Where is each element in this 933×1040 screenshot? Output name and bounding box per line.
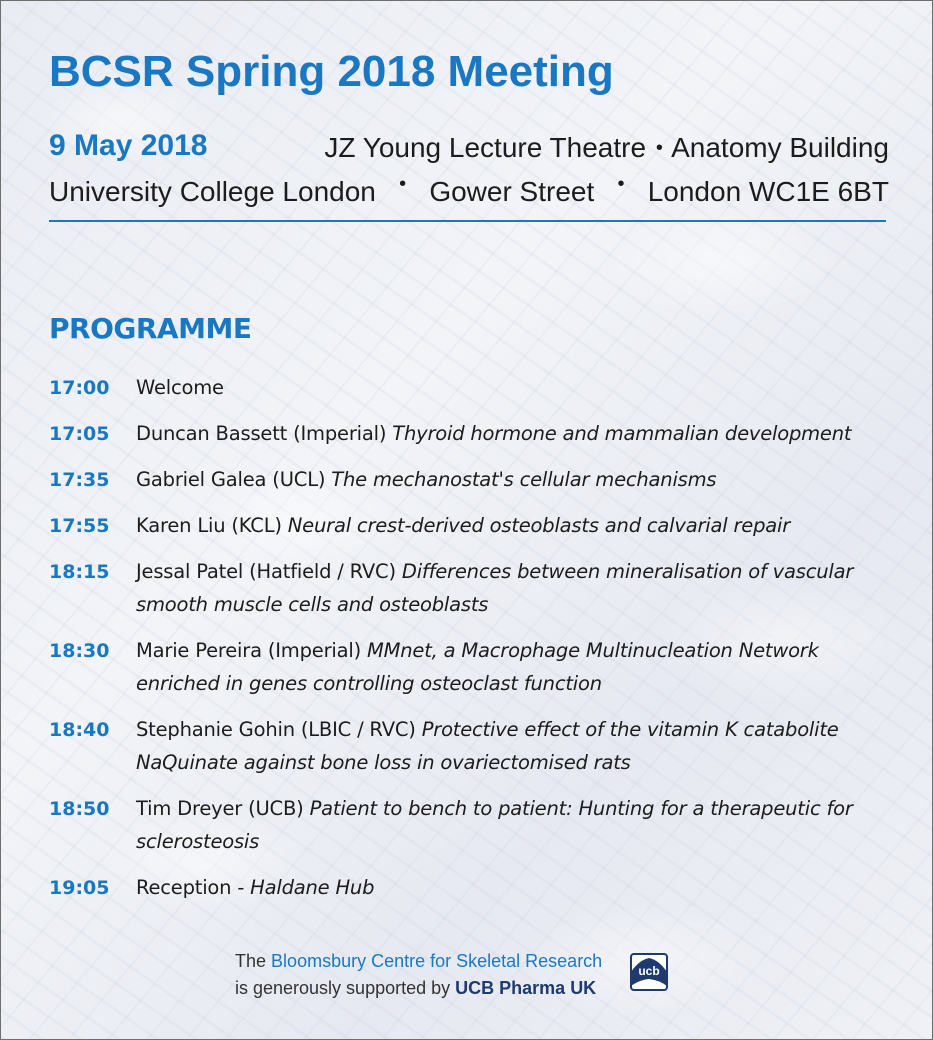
venue-theatre: JZ Young Lecture Theatre <box>324 132 647 163</box>
item-time: 18:15 <box>49 561 110 583</box>
item-description <box>136 555 906 621</box>
venue-line-1 <box>324 132 889 164</box>
item-speaker: Gabriel Galea (UCL) <box>136 468 326 491</box>
item-speaker: Karen Liu (KCL) <box>136 514 282 537</box>
venue-building: Anatomy Building <box>671 132 889 163</box>
item-time: 17:00 <box>49 377 110 399</box>
item-speaker: Marie Pereira (Imperial) <box>136 639 361 662</box>
item-talk-title: Thyroid hormone and mammalian development <box>392 422 852 445</box>
item-time: 18:50 <box>49 798 110 820</box>
item-talk-title: MMnet, a Macrophage Multinucleation Network enriched in genes controlling osteoclast function <box>136 639 819 695</box>
separator-bullet: • <box>617 173 625 195</box>
item-talk-title: Haldane Hub <box>250 876 375 899</box>
item-description <box>136 371 906 404</box>
footer-prefix: The <box>235 951 267 971</box>
venue-street: Gower Street <box>429 176 595 207</box>
item-speaker: Jessal Patel (Hatfield / RVC) <box>136 560 396 583</box>
venue-city: London WC1E 6BT <box>647 176 889 207</box>
item-time: 17:55 <box>49 515 110 537</box>
sponsor-name: UCB Pharma UK <box>455 978 597 998</box>
separator-bullet: • <box>655 137 663 159</box>
centre-name: Bloomsbury Centre for Skeletal Research <box>271 951 603 971</box>
footer-line-2 <box>235 975 602 1002</box>
page-title: BCSR Spring 2018 Meeting <box>49 47 614 96</box>
support-text: is generously supported by <box>235 978 451 998</box>
item-speaker: Stephanie Gohin (LBIC / RVC) <box>136 718 416 741</box>
item-description <box>136 634 906 700</box>
separator-bullet: • <box>399 173 407 195</box>
item-description <box>136 463 906 496</box>
item-time: 19:05 <box>49 877 110 899</box>
item-time: 18:40 <box>49 719 110 741</box>
item-talk-title: Protective effect of the vitamin K catabolite NaQuinate against bone loss in ovariectomised rats <box>136 718 839 774</box>
item-description <box>136 417 906 450</box>
item-talk-title: Neural crest-derived osteoblasts and calvarial repair <box>287 514 791 537</box>
item-description <box>136 509 906 542</box>
footer-line-1 <box>235 948 602 975</box>
header-divider <box>49 220 886 222</box>
item-speaker: Reception - <box>136 876 245 899</box>
item-talk-title: Differences between mineralisation of vascular smooth muscle cells and osteoblasts <box>136 560 854 616</box>
item-talk-title: The mechanostat's cellular mechanisms <box>331 468 717 491</box>
sponsor-footer <box>235 948 602 1002</box>
ucb-logo-icon <box>629 952 669 992</box>
item-time: 17:35 <box>49 469 110 491</box>
item-description <box>136 871 906 904</box>
item-time: 17:05 <box>49 423 110 445</box>
item-description <box>136 713 906 779</box>
item-speaker: Tim Dreyer (UCB) <box>136 797 304 820</box>
date-venue-line <box>49 129 889 169</box>
item-description <box>136 792 906 858</box>
item-speaker: Duncan Bassett (Imperial) <box>136 422 387 445</box>
item-time: 18:30 <box>49 640 110 662</box>
event-date: 9 May 2018 <box>49 129 208 162</box>
venue-university: University College London <box>49 176 376 207</box>
venue-line-2 <box>49 173 889 208</box>
programme-heading: PROGRAMME <box>49 312 252 345</box>
item-speaker: Welcome <box>136 376 224 399</box>
logo-text: ucb <box>638 964 660 978</box>
item-talk-title: Patient to bench to patient: Hunting for a therapeutic for sclerosteosis <box>136 797 853 853</box>
